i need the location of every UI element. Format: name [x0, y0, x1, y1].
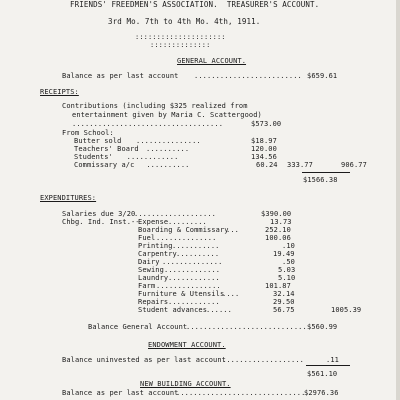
- building-balance-label: Balance as per last account: [62, 389, 179, 397]
- expense-item-label: Carpentry: [138, 250, 177, 258]
- expense-item-value: 32.14: [273, 290, 295, 298]
- receipts-total: 906.77: [341, 161, 367, 169]
- expense-item-label: Laundry: [138, 274, 169, 282]
- school-subtotal: 333.77: [287, 161, 313, 169]
- balance-value: $659.61: [307, 72, 338, 80]
- uninvested-value: .11: [326, 356, 339, 364]
- leader-dots: ...................: [134, 210, 216, 218]
- leader-dots: ..........: [176, 250, 220, 258]
- total-rule: [306, 365, 350, 366]
- expense-item-label: Repairs: [138, 298, 169, 306]
- leader-dots: ..........: [146, 145, 190, 153]
- contributions-line: Contributions (including $325 realized from: [62, 102, 248, 110]
- total-rule: [302, 172, 350, 173]
- leader-dots: ............: [168, 274, 220, 282]
- uninvested-label: Balance uninvested as per last account: [62, 356, 226, 364]
- leader-dots: ......: [206, 306, 232, 314]
- school-item-label: Commissary a/c: [74, 161, 135, 169]
- salaries-label: Salaries due 3/20: [62, 210, 136, 218]
- expense-item-value: 5.10: [278, 274, 296, 282]
- section-heading-building: NEW BUILDING ACCOUNT.: [140, 380, 231, 388]
- receipts-heading: RECEIPTS:: [40, 88, 79, 96]
- leader-dots: ............: [118, 153, 179, 161]
- leader-dots: .............: [164, 266, 221, 274]
- account-period: 3rd Mo. 7th to 4th Mo. 4th, 1911.: [108, 17, 261, 26]
- school-item-label: Students': [74, 153, 113, 161]
- expense-item-label: Boarding & Commissary: [138, 226, 229, 234]
- expense-item-label: Sewing: [138, 266, 164, 274]
- contributions-line: entertainment given by Maria C. Scattergood): [72, 111, 262, 119]
- expense-item-value: .50: [282, 258, 295, 266]
- balance-general-value: $560.99: [307, 323, 338, 331]
- contributions-value: $573.00: [251, 120, 282, 128]
- expense-item-label: Student advances: [138, 306, 208, 314]
- leader-dots: ............................: [186, 323, 307, 331]
- leader-dots: ..............: [162, 258, 223, 266]
- expense-item-value: 252.10: [265, 226, 291, 234]
- leader-dots: ..............................: [176, 389, 306, 397]
- leader-dots: ..............: [156, 234, 217, 242]
- expenditures-heading: EXPENDITURES:: [40, 194, 97, 202]
- leader-dots: ...............: [156, 282, 221, 290]
- from-school-label: From School:: [62, 129, 114, 137]
- leader-dots: ...............: [136, 137, 201, 145]
- school-item-value: $18.97: [251, 137, 277, 145]
- leader-dots: ....: [222, 290, 240, 298]
- expense-item-value: 13.73: [270, 218, 292, 226]
- expense-item-label: Farm: [138, 282, 156, 290]
- leader-dots: ...: [226, 226, 239, 234]
- endowment-total: $561.10: [307, 370, 338, 378]
- school-item-label: Butter sold: [74, 137, 122, 145]
- expense-item-value: 19.49: [273, 250, 295, 258]
- expense-item-label: Dairy: [138, 258, 160, 266]
- expense-item-value: 29.50: [273, 298, 295, 306]
- expense-item-value: 101.87: [265, 282, 291, 290]
- leader-dots: .........................: [194, 72, 302, 80]
- leader-dots: ............: [168, 298, 220, 306]
- leader-dots: ..........: [142, 161, 190, 169]
- school-item-value: 120.00: [251, 145, 277, 153]
- salaries-value: $390.00: [261, 210, 292, 218]
- expense-item-label: Fuel: [138, 234, 156, 242]
- chbg-label: Chbg. Ind. Inst.--: [62, 218, 140, 226]
- expense-item-value: 100.06: [265, 234, 291, 242]
- expense-item-label: Printing: [138, 242, 173, 250]
- school-item-value: 134.56: [251, 153, 277, 161]
- page-edge-shadow: [396, 0, 400, 400]
- school-item-value: 60.24: [256, 161, 278, 169]
- grand-total: $1566.38: [303, 176, 338, 184]
- expense-item-value: 5.03: [278, 266, 296, 274]
- expense-item-label: Furniture & Utensils: [138, 290, 225, 298]
- balance-general-label: Balance General Account: [88, 323, 188, 331]
- balance-label: Balance as per last account: [62, 72, 179, 80]
- expense-item-value: .10: [282, 242, 295, 250]
- header-divider: :::::::::::::::::::::: [135, 33, 226, 41]
- section-heading-general: GENERAL ACCOUNT.: [177, 57, 247, 65]
- leader-dots: .........: [168, 218, 207, 226]
- leader-dots: ...................: [222, 356, 304, 364]
- section-heading-endowment: ENDOWMENT ACCOUNT.: [148, 341, 226, 349]
- expense-item-value: 56.75: [273, 306, 295, 314]
- leader-dots: ...................................: [72, 120, 224, 128]
- header-divider: ::::::::::::::: [150, 41, 211, 49]
- expenditures-total: 1005.39: [331, 306, 362, 314]
- expense-item-label: Expense: [138, 218, 169, 226]
- school-item-label: Teachers' Board: [74, 145, 139, 153]
- building-balance-value: $2976.36: [304, 389, 339, 397]
- leader-dots: ...........: [172, 242, 220, 250]
- page-title: FRIENDS' FREEDMEN'S ASSOCIATION. TREASURER'S ACCOUNT.: [70, 0, 320, 9]
